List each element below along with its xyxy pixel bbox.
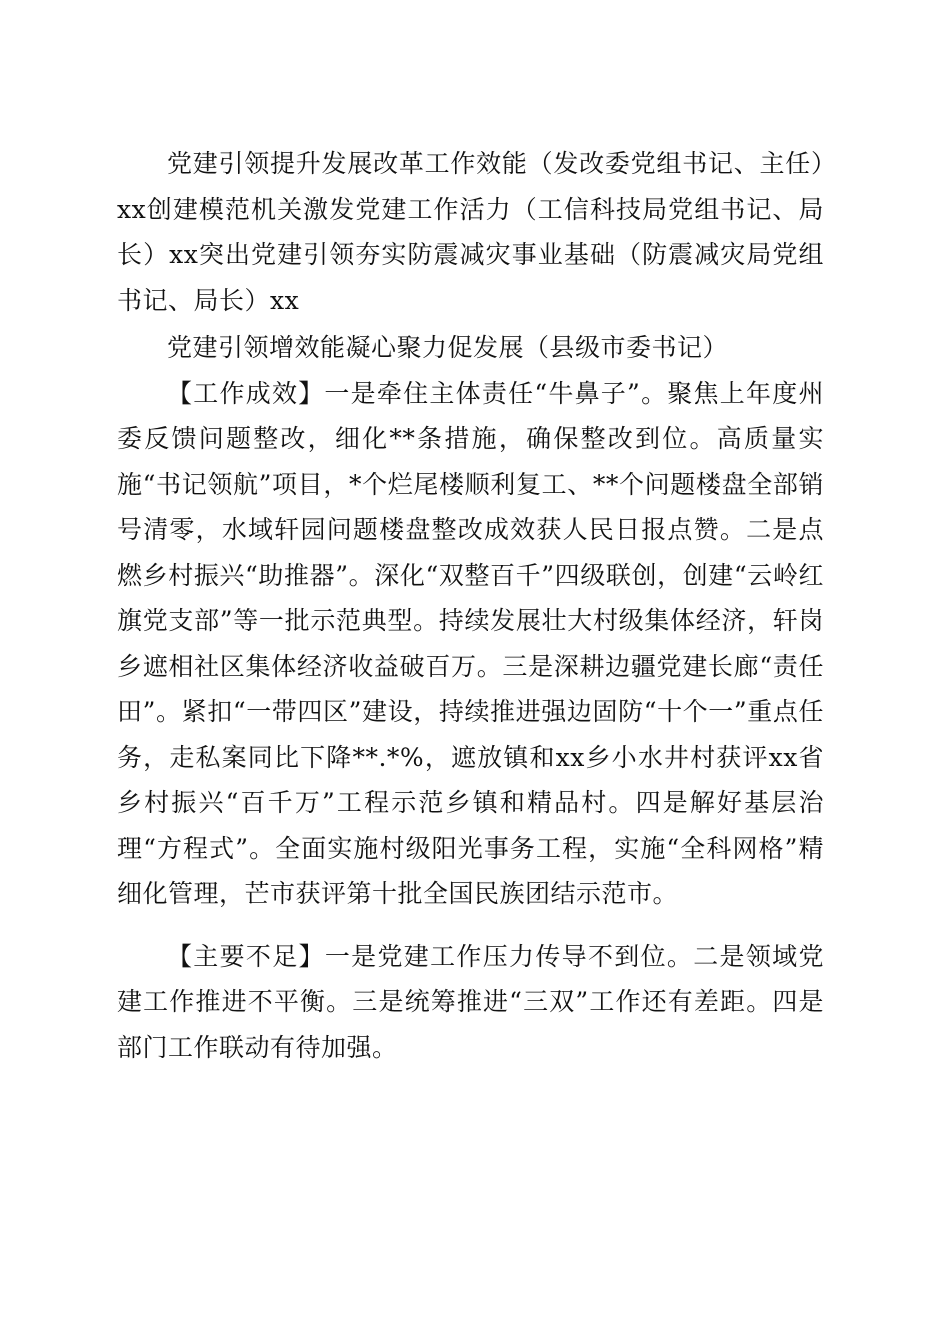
paragraph-section-title: 党建引领增效能凝心聚力促发展（县级市委书记） (167, 333, 729, 362)
paragraph-titles-list: 党建引领提升发展改革工作效能（发改委党组书记、主任）xx创建模范机关激发党建工作活力（工信科技局党组书记、局长）xx突出党建引领夯实防震减灾事业基础（防震减灾局党组书记、局长）xx (117, 149, 824, 315)
document-body (117, 141, 824, 1070)
paragraph-work-results: 【工作成效】一是牵住主体责任“牛鼻子”。聚焦上年度州委反馈问题整改，细化**条措施，确保整改到位。高质量实施“书记领航”项目，*个烂尾楼顺利复工、**个问题楼盘全部销号清零，水域轩园问题楼盘整改成效获人民日报点赞。二是点燃乡村振兴“助推器”。深化“双整百千”四级联创，创建“云岭红旗党支部”等一批示范典型。持续发展壮大村级集体经济，轩岗乡遮相社区集体经济收益破百万。三是深耕边疆党建长廊“责任田”。紧扣“一带四区”建设，持续推进强边固防“十个一”重点任务，走私案同比下降**.*%，遮放镇和xx乡小水井村获评xx省乡村振兴“百千万”工程示范乡镇和精品村。四是解好基层治理“方程式”。全面实施村级阳光事务工程，实施“全科网格”精细化管理，芒市获评第十批全国民族团结示范市。 (117, 378, 824, 908)
paragraph-main-shortcomings: 【主要不足】一是党建工作压力传导不到位。二是领域党建工作推进不平衡。三是统筹推进“三双”工作还有差距。四是部门工作联动有待加强。 (117, 941, 824, 1062)
